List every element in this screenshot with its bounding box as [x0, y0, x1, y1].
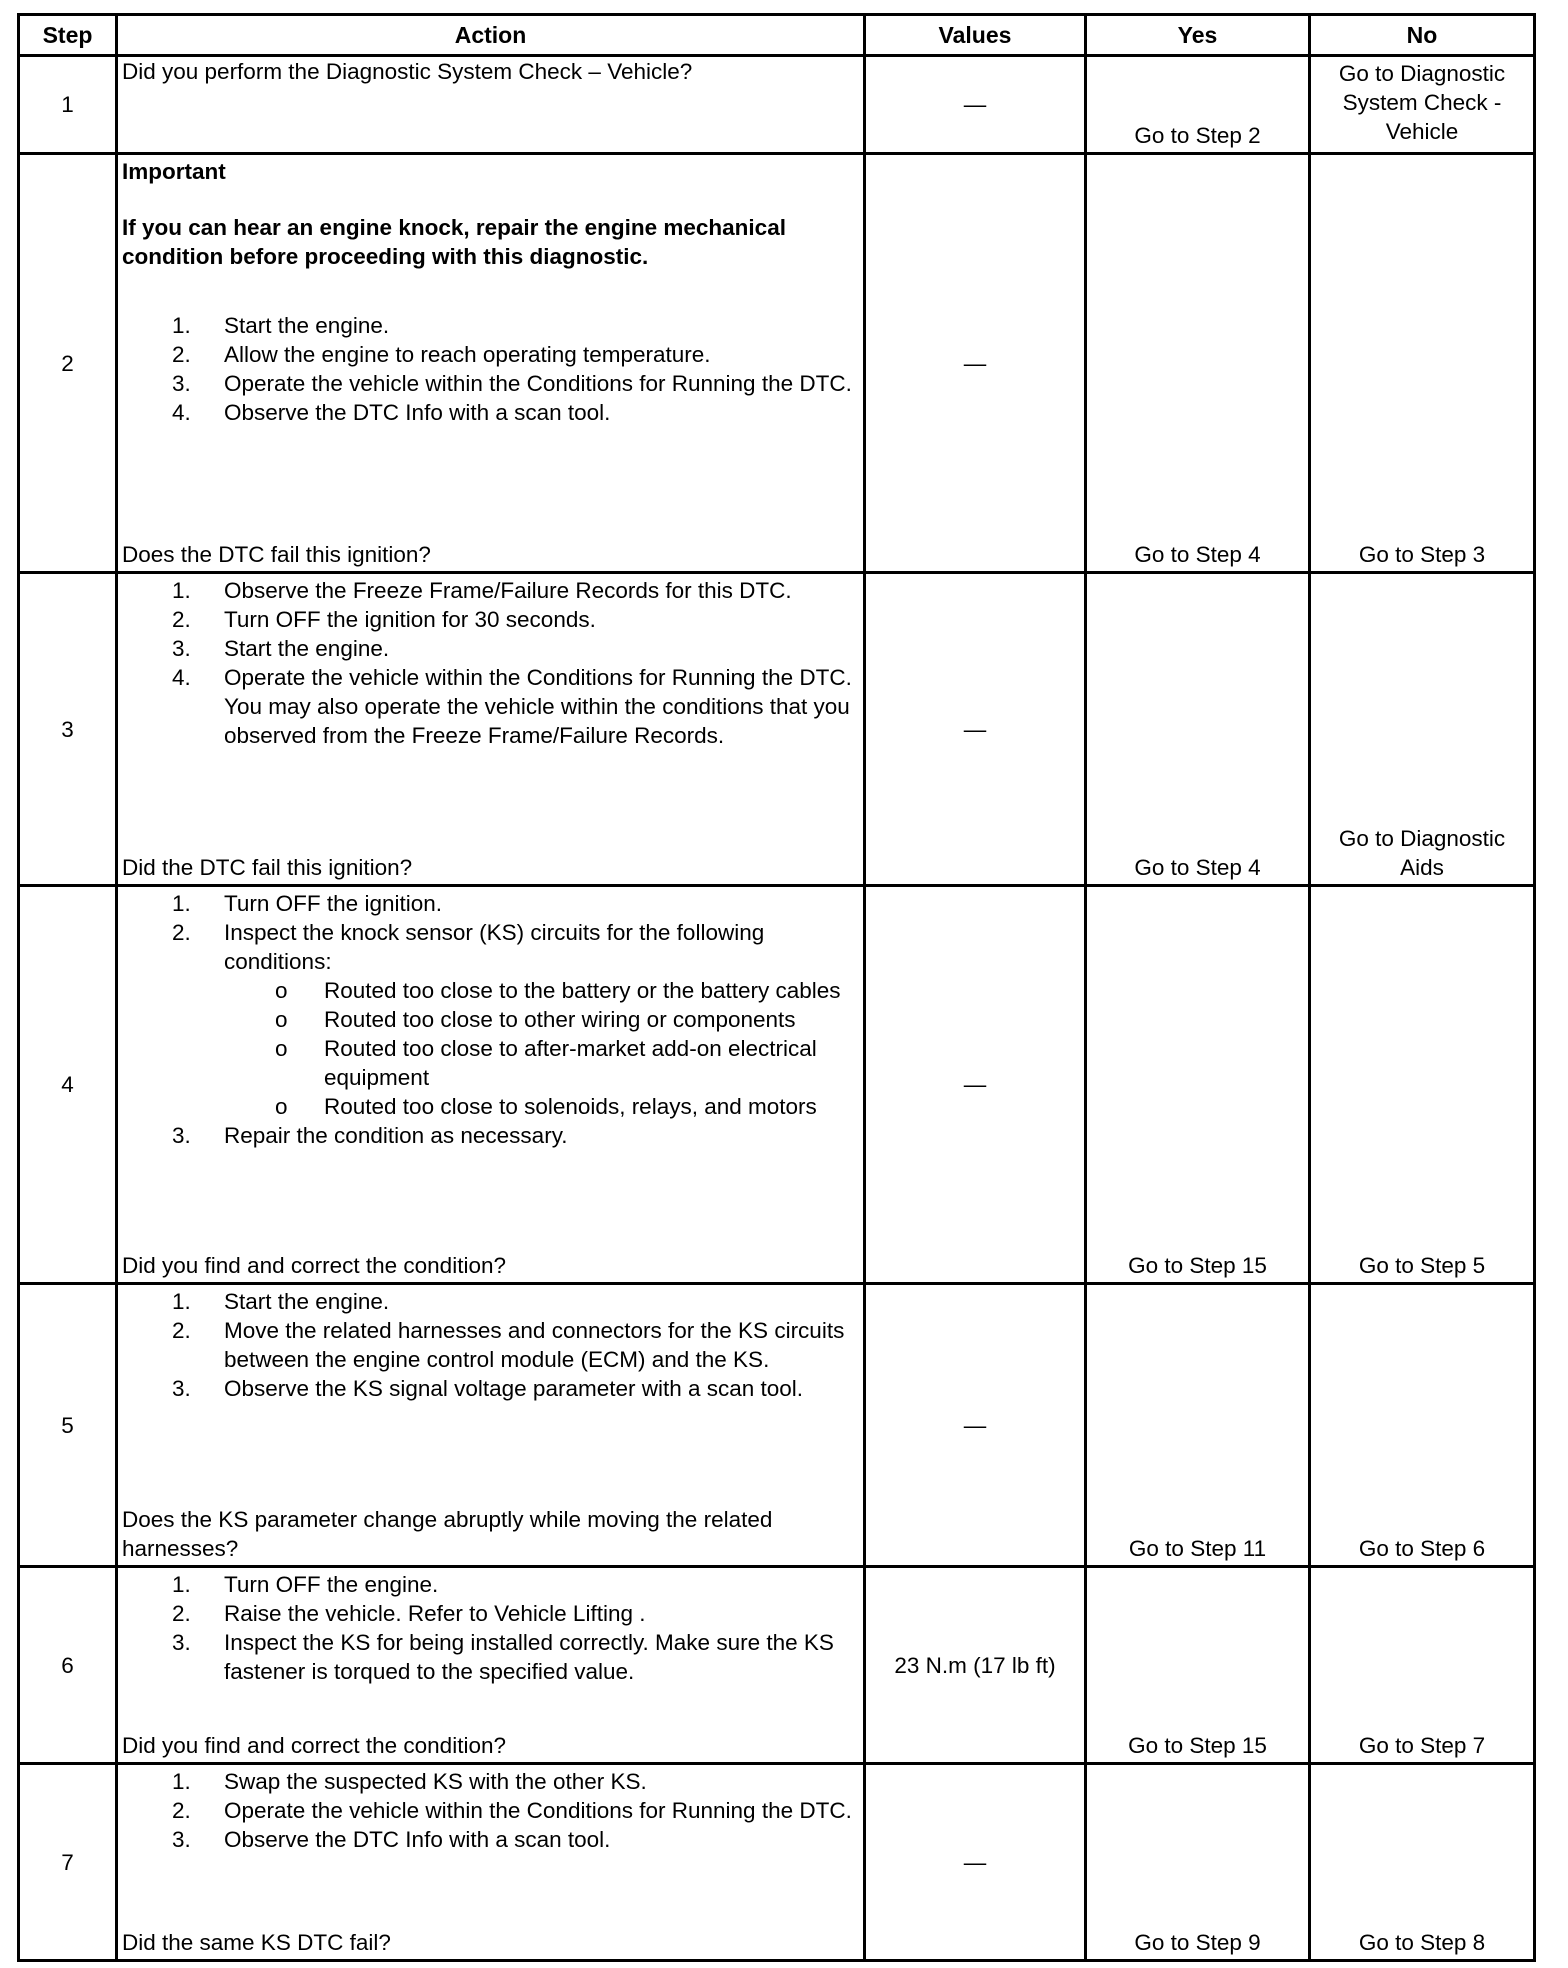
item-number: 2.: [172, 920, 191, 945]
step-number: 6: [19, 1567, 117, 1764]
list-item: [122, 1374, 859, 1403]
list-item: [122, 1005, 859, 1034]
question-text: Did you find and correct the condition?: [122, 1253, 506, 1278]
list-item: [122, 1034, 859, 1092]
item-text: Operate the vehicle within the Conditions for Running the DTC.: [224, 1798, 852, 1823]
action-cell: [117, 1567, 865, 1764]
step-number: 7: [19, 1764, 117, 1961]
step-number: 5: [19, 1284, 117, 1567]
bullet: o: [275, 1007, 288, 1032]
item-text: Operate the vehicle within the Conditions for Running the DTC.: [224, 371, 852, 396]
item-number: 1.: [172, 1572, 191, 1597]
bullet: o: [275, 978, 288, 1003]
yes-cell: Go to Step 2: [1086, 56, 1310, 154]
table-row: [19, 886, 1535, 1284]
value-cell: —: [865, 154, 1086, 573]
condition-list: [224, 976, 859, 1121]
item-text: Raise the vehicle. Refer to Vehicle Lifting .: [224, 1601, 646, 1626]
list-item: [122, 1767, 859, 1796]
action-cell: [117, 1284, 865, 1567]
list-item: [122, 311, 859, 340]
value-cell: —: [865, 886, 1086, 1284]
item-number: 1.: [172, 1289, 191, 1314]
yes-cell: Go to Step 4: [1086, 154, 1310, 573]
important-label: Important: [122, 159, 226, 184]
item-number: 2.: [172, 1798, 191, 1823]
item-number: 3.: [172, 1630, 191, 1655]
value-cell: —: [865, 1284, 1086, 1567]
item-number: 2.: [172, 1601, 191, 1626]
item-text: Routed too close to the battery or the battery cables: [324, 978, 841, 1003]
value-cell: —: [865, 573, 1086, 886]
item-number: 3.: [172, 1376, 191, 1401]
no-line: System Check -: [1342, 90, 1502, 115]
list-item: [122, 918, 859, 1121]
table-row: [19, 573, 1535, 886]
procedure-list: [122, 1767, 859, 1854]
list-item: [122, 369, 859, 398]
item-text: Observe the Freeze Frame/Failure Records for this DTC.: [224, 578, 792, 603]
action-cell: [117, 56, 865, 154]
item-text: Start the engine.: [224, 1289, 390, 1314]
table-row: [19, 1567, 1535, 1764]
item-text: Observe the DTC Info with a scan tool.: [224, 400, 611, 425]
item-number: 3.: [172, 1827, 191, 1852]
item-number: 3.: [172, 636, 191, 661]
table-row: [19, 1284, 1535, 1567]
list-item: [122, 1570, 859, 1599]
list-item: [122, 1316, 859, 1374]
step-number: 4: [19, 886, 117, 1284]
table-row: [19, 56, 1535, 154]
list-item: [122, 1092, 859, 1121]
item-number: 4.: [172, 400, 191, 425]
no-line: Go to Diagnostic: [1338, 61, 1506, 86]
item-text: Repair the condition as necessary.: [224, 1123, 568, 1148]
item-text: Observe the KS signal voltage parameter with a scan tool.: [224, 1376, 804, 1401]
procedure-list: [122, 576, 859, 750]
list-item: [122, 1599, 859, 1628]
item-number: 2.: [172, 607, 191, 632]
no-cell: Go to Step 8: [1310, 1764, 1535, 1961]
header-step: Step: [19, 15, 117, 56]
action-cell: [117, 1764, 865, 1961]
list-item: [122, 1825, 859, 1854]
procedure-list: [122, 889, 859, 1150]
yes-cell: Go to Step 11: [1086, 1284, 1310, 1567]
item-text: Swap the suspected KS with the other KS.: [224, 1769, 647, 1794]
list-item: [122, 1121, 859, 1150]
item-text: Start the engine.: [224, 313, 390, 338]
item-number: 3.: [172, 371, 191, 396]
no-line: Go to Diagnostic: [1338, 826, 1506, 851]
action-cell: [117, 573, 865, 886]
list-item: [122, 976, 859, 1005]
yes-cell: Go to Step 15: [1086, 886, 1310, 1284]
yes-cell: Go to Step 9: [1086, 1764, 1310, 1961]
yes-cell: Go to Step 15: [1086, 1567, 1310, 1764]
item-text: Move the related harnesses and connectors for the KS circuits between the engine control module (ECM) and the KS.: [224, 1318, 845, 1372]
item-text: Observe the DTC Info with a scan tool.: [224, 1827, 611, 1852]
item-text: Operate the vehicle within the Conditions for Running the DTC. You may also operate the vehicle within the conditions that you observed from the Freeze Frame/Failure Records.: [224, 665, 852, 748]
important-note: If you can hear an engine knock, repair the engine mechanical condition before proceeding with this diagnostic.: [122, 215, 786, 269]
action-cell: [117, 886, 865, 1284]
list-item: [122, 1796, 859, 1825]
question-text: Did you perform the Diagnostic System Check – Vehicle?: [122, 59, 693, 84]
question-text: Did the same KS DTC fail?: [122, 1930, 391, 1955]
item-text: Inspect the KS for being installed correctly. Make sure the KS fastener is torqued to the specified value.: [224, 1630, 834, 1684]
question-text: Did you find and correct the condition?: [122, 1733, 506, 1758]
item-text: Allow the engine to reach operating temperature.: [224, 342, 711, 367]
question-text: Does the KS parameter change abruptly while moving the related harnesses?: [122, 1507, 773, 1561]
procedure-list: [122, 311, 859, 427]
item-number: 2.: [172, 342, 191, 367]
action-cell: [117, 154, 865, 573]
list-item: [122, 1287, 859, 1316]
item-number: 3.: [172, 1123, 191, 1148]
bullet: o: [275, 1036, 288, 1061]
no-cell: Go to Step 3: [1310, 154, 1535, 573]
list-item: [122, 576, 859, 605]
item-text: Routed too close to after-market add-on electrical equipment: [324, 1036, 817, 1090]
procedure-list: [122, 1570, 859, 1686]
no-line: Aids: [1400, 855, 1444, 880]
value-cell: —: [865, 1764, 1086, 1961]
no-cell: [1310, 573, 1535, 886]
value-cell: —: [865, 56, 1086, 154]
list-item: [122, 889, 859, 918]
diagnostic-table: [17, 13, 1536, 1962]
item-text: Routed too close to solenoids, relays, and motors: [324, 1094, 817, 1119]
item-text: Turn OFF the engine.: [224, 1572, 439, 1597]
table-row: [19, 154, 1535, 573]
item-text: Inspect the knock sensor (KS) circuits for the following conditions:: [224, 920, 765, 974]
step-number: 3: [19, 573, 117, 886]
procedure-list: [122, 1287, 859, 1403]
value-cell: 23 N.m (17 lb ft): [865, 1567, 1086, 1764]
no-cell: [1310, 56, 1535, 154]
item-number: 1.: [172, 313, 191, 338]
no-cell: Go to Step 7: [1310, 1567, 1535, 1764]
question-text: Did the DTC fail this ignition?: [122, 855, 413, 880]
table-row: [19, 1764, 1535, 1961]
list-item: [122, 1628, 859, 1686]
no-cell: Go to Step 6: [1310, 1284, 1535, 1567]
header-no: No: [1310, 15, 1535, 56]
header-values: Values: [865, 15, 1086, 56]
item-number: 2.: [172, 1318, 191, 1343]
item-number: 1.: [172, 891, 191, 916]
header-yes: Yes: [1086, 15, 1310, 56]
question-text: Does the DTC fail this ignition?: [122, 542, 431, 567]
list-item: [122, 634, 859, 663]
list-item: [122, 605, 859, 634]
header-action: Action: [117, 15, 865, 56]
item-text: Routed too close to other wiring or components: [324, 1007, 796, 1032]
item-number: 4.: [172, 665, 191, 690]
item-number: 1.: [172, 1769, 191, 1794]
no-cell: Go to Step 5: [1310, 886, 1535, 1284]
yes-cell: Go to Step 4: [1086, 573, 1310, 886]
item-text: Turn OFF the ignition.: [224, 891, 443, 916]
list-item: [122, 340, 859, 369]
list-item: [122, 663, 859, 750]
item-text: Turn OFF the ignition for 30 seconds.: [224, 607, 596, 632]
header-row: [19, 15, 1535, 56]
no-line: Vehicle: [1385, 119, 1459, 144]
list-item: [122, 398, 859, 427]
step-number: 2: [19, 154, 117, 573]
item-number: 1.: [172, 578, 191, 603]
bullet: o: [275, 1094, 288, 1119]
step-number: 1: [19, 56, 117, 154]
item-text: Start the engine.: [224, 636, 390, 661]
